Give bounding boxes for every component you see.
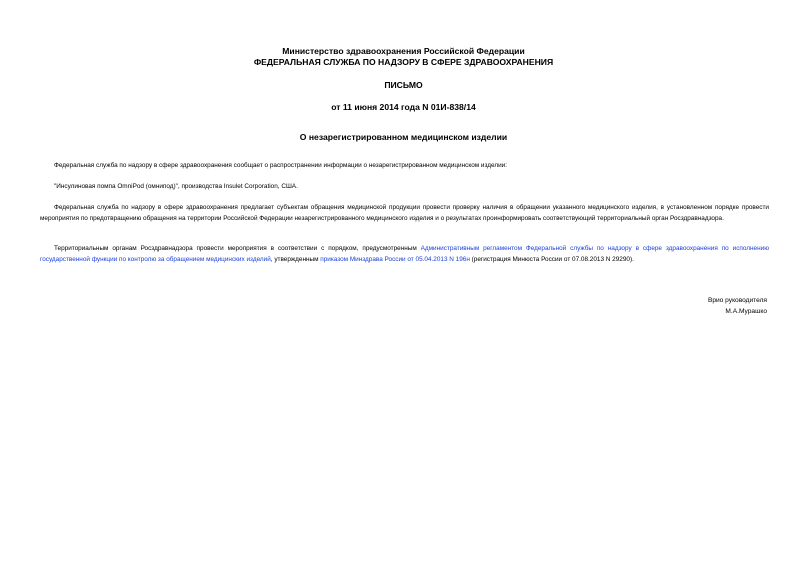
signatory-name: М.А.Мурашко <box>725 308 767 315</box>
paragraph-3: Федеральная служба по надзору в сфере здравоохранения предлагает субъектам обращения медицинской продукции провести проверку наличия в обращении указанного медицинского изделия, в установленном порядке провести мероприятия по предотвращению обращения на территории Российской Федерации незарегистрированного медицинского изделия и о результатах проинформировать соответствующий территориальный орган Росздравнадзора. <box>40 204 769 222</box>
paragraph-2: "Инсулиновая помпа OmniPod (омнипод)", производства Insulet Corporation, США. <box>54 183 298 190</box>
paragraph-4-text-mid: , утвержденным <box>270 255 321 263</box>
administrative-regulation-link[interactable]: Административным регламентом Федеральной службы по надзору в сфере здравоохранения по исполнению государственной функции по контролю за обращением медицинских изделий <box>40 245 769 263</box>
signatory-position: Врио руководителя <box>707 297 767 304</box>
paragraph-4 <box>40 244 769 265</box>
paragraph-1: Федеральная служба по надзору в сфере здравоохранения сообщает о распространении информации о незарегистрированном медицинском изделии: <box>54 162 508 169</box>
ministry-order-link[interactable]: приказом Минздрава России от 05.04.2013 N 196н <box>320 255 470 263</box>
document-date-number: от 11 июня 2014 года N 01И-838/14 <box>331 102 476 112</box>
document-type: ПИСЬМО <box>384 80 423 90</box>
ministry-title: Министерство здравоохранения Российской Федерации <box>282 46 525 56</box>
paragraph-4-text-end: (регистрация Минюста России от 07.08.2013 N 29290). <box>469 255 634 263</box>
document-subject: О незарегистрированном медицинском изделии <box>299 132 508 142</box>
paragraph-4-text-start: Территориальным органам Росздравнадзора провести мероприятия в соответствии с порядком, предусмотренным <box>54 245 421 252</box>
service-title: ФЕДЕРАЛЬНАЯ СЛУЖБА ПО НАДЗОРУ В СФЕРЕ ЗДРАВООХРАНЕНИЯ <box>253 57 554 67</box>
